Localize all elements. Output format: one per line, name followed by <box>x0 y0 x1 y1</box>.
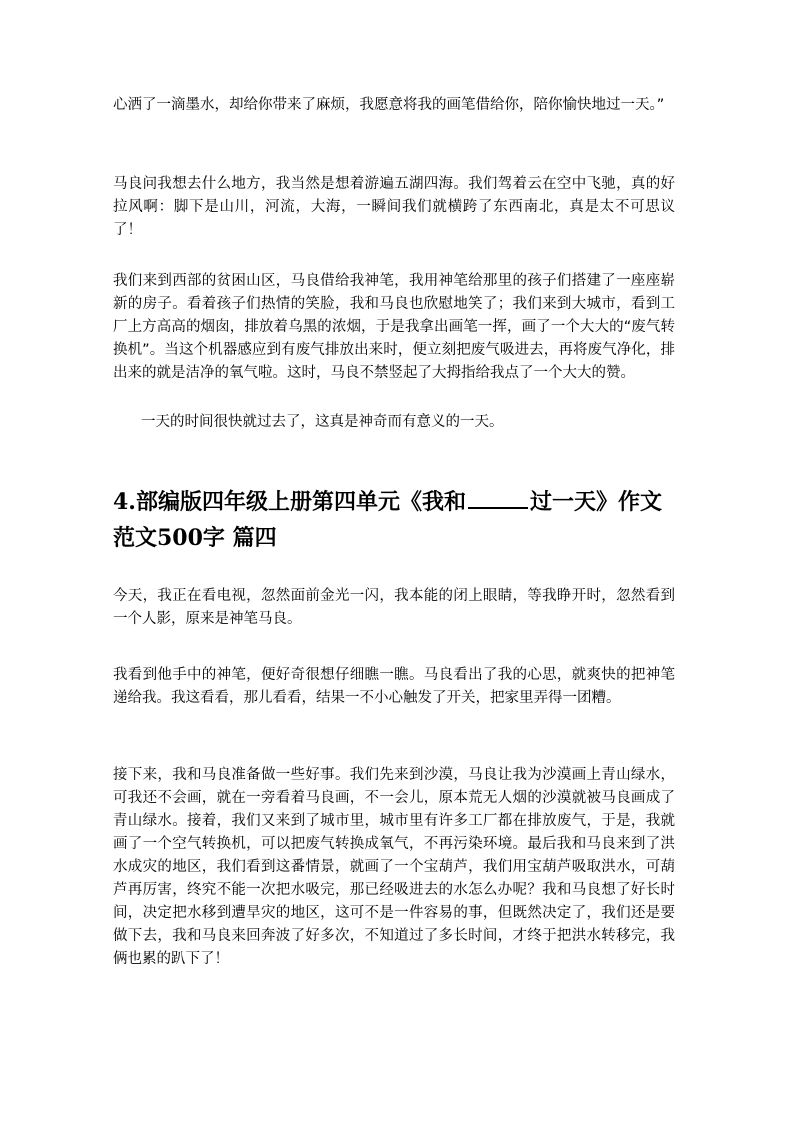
paragraph-3: 我们来到西部的贫困山区，马良借给我神笔，我用神笔给那里的孩子们搭建了一座座崭新的房子。看着孩子们热情的笑脸，我和马良也欣慰地笑了；我们来到大城市，看到工厂上方高高的烟囱，排放着乌黑的浓烟，于是我拿出画笔一挥，画了一个大大的“废气转换机”。当这个机器感应到有废气排放出来时，便立刻把废气吸进去，再将废气净化，排出来的就是洁净的氧气啦。这时，马良不禁竖起了大拇指给我点了一个大大的赞。 <box>113 273 675 381</box>
heading-part-2: 过一天》作文范文500字 篇四 <box>113 489 662 551</box>
paragraph-5: 今天，我正在看电视，忽然面前金光一闪，我本能的闭上眼睛，等我睁开时，忽然看到一个人影，原来是神笔马良。 <box>113 588 675 627</box>
heading-part-1: 4.部编版四年级上册第四单元《我和 <box>113 489 466 515</box>
fill-in-blank <box>468 487 528 509</box>
paragraph-4: 一天的时间很快就过去了，这真是神奇而有意义的一天。 <box>141 414 504 430</box>
paragraph-2: 马良问我想去什么地方，我当然是想着游遍五湖四海。我们驾着云在空中飞驰，真的好拉风啊：脚下是山川，河流，大海，一瞬间我们就横跨了东西南北，真是太不可思议了！ <box>113 176 675 238</box>
paragraph-7: 接下来，我和马良准备做一些好事。我们先来到沙漠，马良让我为沙漠画上青山绿水，可我还不会画，就在一旁看着马良画，不一会儿，原本荒无人烟的沙漠就被马良画成了青山绿水。接着，我们又来到了城市里，城市里有许多工厂都在排放废气，于是，我就画了一个空气转换机，可以把废气转换成氧气，不再污染环境。最后我和马良来到了洪水成灾的地区，我们看到这番情景，就画了一个宝葫芦，我们用宝葫芦吸取洪水，可葫芦再厉害，终究不能一次把水吸完，那已经吸进去的水怎么办呢？我和马良想了好长时间，决定把水移到遭旱灾的地区，这可不是一件容易的事，但既然决定了，我们还是要做下去，我和马良来回奔波了好多次，不知道过了多长时间，才终于把洪水转移完，我俩也累的趴下了！ <box>113 767 675 967</box>
paragraph-6: 我看到他手中的神笔，便好奇很想仔细瞧一瞧。马良看出了我的心思，就爽快的把神笔递给我。我这看看，那儿看看，结果一不小心触发了开关，把家里弄得一团糟。 <box>113 667 675 706</box>
section-heading <box>113 484 683 556</box>
paragraph-1: 心洒了一滴墨水，却给你带来了麻烦，我愿意将我的画笔借给你，陪你愉快地过一天。” <box>113 97 665 113</box>
